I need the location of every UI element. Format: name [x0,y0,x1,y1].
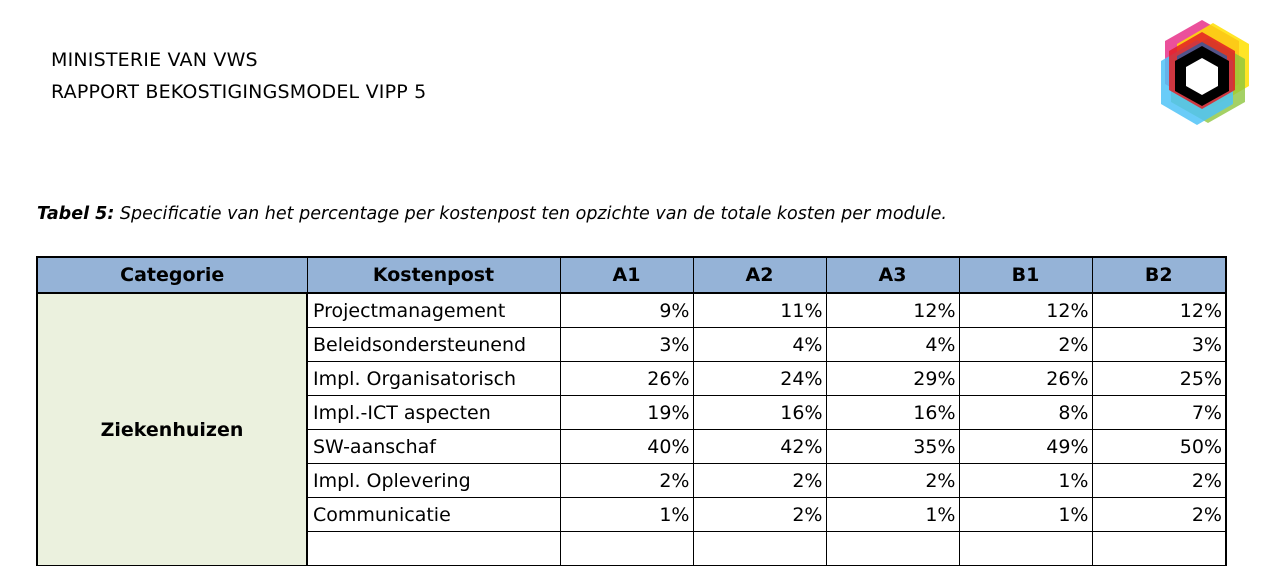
value-cell: 16% [826,396,959,430]
value-cell-empty [826,532,959,566]
value-cell: 26% [959,362,1092,396]
value-cell-empty [1092,532,1226,566]
value-cell: 1% [560,498,693,532]
value-cell: 29% [826,362,959,396]
report-title: RAPPORT BEKOSTIGINGSMODEL VIPP 5 [51,81,427,103]
value-cell: 1% [959,498,1092,532]
header-a3: A3 [826,257,959,293]
value-cell: 1% [826,498,959,532]
kostenpost-cell: SW-aanschaf [307,430,560,464]
value-cell: 25% [1092,362,1226,396]
cost-table [36,256,1227,566]
header-b1: B1 [959,257,1092,293]
header-a1: A1 [560,257,693,293]
kostenpost-cell: Impl. Organisatorisch [307,362,560,396]
value-cell: 24% [693,362,826,396]
value-cell-empty [560,532,693,566]
value-cell: 2% [693,464,826,498]
header-categorie: Categorie [37,257,307,293]
value-cell: 12% [959,293,1092,328]
value-cell: 11% [693,293,826,328]
table-row [37,293,1226,328]
value-cell: 12% [1092,293,1226,328]
value-cell: 1% [959,464,1092,498]
value-cell: 9% [560,293,693,328]
kostenpost-cell: Communicatie [307,498,560,532]
header-b2: B2 [1092,257,1226,293]
kostenpost-cell: Impl. Oplevering [307,464,560,498]
value-cell: 3% [560,328,693,362]
value-cell: 35% [826,430,959,464]
value-cell: 4% [693,328,826,362]
value-cell: 26% [560,362,693,396]
value-cell: 8% [959,396,1092,430]
value-cell: 49% [959,430,1092,464]
hexagon-logo-icon [1153,20,1251,126]
value-cell: 2% [826,464,959,498]
value-cell: 50% [1092,430,1226,464]
value-cell-empty [693,532,826,566]
value-cell: 19% [560,396,693,430]
value-cell: 2% [693,498,826,532]
header-a2: A2 [693,257,826,293]
value-cell: 40% [560,430,693,464]
value-cell-empty [959,532,1092,566]
header-kostenpost: Kostenpost [307,257,560,293]
caption-label: Tabel 5: [37,204,115,224]
ministry-name: MINISTERIE VAN VWS [51,49,258,71]
value-cell: 2% [560,464,693,498]
category-cell: Ziekenhuizen [37,293,307,566]
value-cell: 12% [826,293,959,328]
caption-text: Specificatie van het percentage per kostenpost ten opzichte van de totale kosten per module. [114,204,947,224]
value-cell: 2% [959,328,1092,362]
kostenpost-cell-empty [307,532,560,566]
kostenpost-cell: Impl.-ICT aspecten [307,396,560,430]
value-cell: 3% [1092,328,1226,362]
table-header-row [37,257,1226,293]
table-caption [37,204,947,224]
value-cell: 4% [826,328,959,362]
value-cell: 16% [693,396,826,430]
value-cell: 42% [693,430,826,464]
kostenpost-cell: Projectmanagement [307,293,560,328]
value-cell: 2% [1092,464,1226,498]
value-cell: 2% [1092,498,1226,532]
kostenpost-cell: Beleidsondersteunend [307,328,560,362]
value-cell: 7% [1092,396,1226,430]
